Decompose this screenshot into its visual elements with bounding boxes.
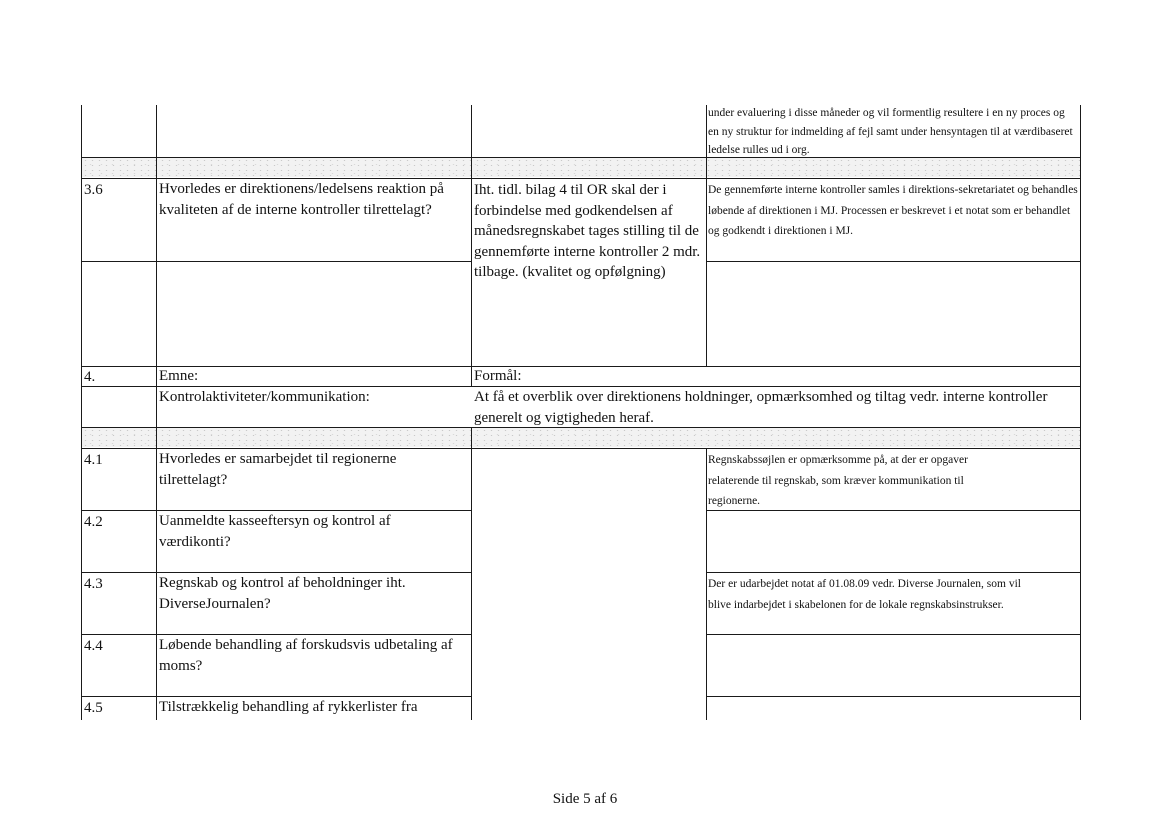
row-number: 4.2 [84,514,103,530]
row-number: 4.3 [84,576,103,592]
section-number: 4. [84,369,96,385]
row-divider [81,261,472,262]
note-text: Der er udarbejdet notat af 01.08.09 vedr. Diverse Journalen, som vil blive indarbejdet i skabelonen for de lokale regnskabsinstrukser. [708,578,1021,611]
emne-label: Emne: [159,368,199,384]
question-text: Regnskab og kontrol af beholdninger iht. DiverseJournalen? [159,575,406,612]
question-text: Uanmeldte kasseeftersyn og kontrol af værdikonti? [159,513,391,550]
shaded-separator-row [82,158,1080,177]
table-right-border [1080,105,1081,720]
question-text: Løbende behandling af forskudsvis udbetaling af moms? [159,637,453,674]
section-purpose: At få et overblik over direktionens holdninger, opmærksomhed og tiltag vedr. interne kontroller generelt og vigtigheden heraf. [474,389,1048,426]
row-divider [81,366,1081,367]
table-left-border [81,105,82,720]
row-number: 4.4 [84,638,103,654]
row-number: 4.5 [84,700,103,716]
continued-note: under evaluering i disse måneder og vil formentlig resultere i en ny proces og en ny struktur for indmelding af fejl samt under hensyntagen til at værdibaseret ledelse rulles ud i org. [708,107,1073,156]
row-divider [706,634,1081,635]
column-divider [156,105,157,720]
row-number: 4.1 [84,452,103,468]
note-text: De gennemførte interne kontroller samles i direktions-sekretariatet og behandles løbende af direktionen i MJ. Processen er beskrevet i et notat som er behandlet og godkendt i direktionen i MJ. [708,184,1078,237]
column-divider [471,427,472,720]
row-divider [706,696,1081,697]
page-number: Side 5 af 6 [552,791,618,807]
formaal-label: Formål: [474,368,522,384]
note-text: Regnskabssøjlen er opmærksomme på, at der er opgaver relaterende til regnskab, som kræver kommunikation til regionerne. [708,454,968,507]
column-divider [706,448,707,720]
reference-text: Iht. tidl. bilag 4 til OR skal der i forbindelse med godkendelsen af månedsregnskabet tages stilling til de gennemførte interne kontroller 2 mdr. tilbage. (kvalitet og opfølgning) [474,182,701,280]
column-divider [706,105,707,367]
question-text: Hvorledes er samarbejdet til regionerne tilrettelagt? [159,451,397,488]
question-text: Hvorledes er direktionens/ledelsens reaktion på kvaliteten af de interne kontroller tilrettelagt? [159,181,444,218]
row-divider [706,572,1081,573]
shaded-separator-row [82,428,1080,447]
column-divider [471,105,472,387]
section-topic: Kontrolaktiviteter/kommunikation: [159,389,370,405]
question-text: Tilstrækkelig behandling af rykkerlister fra [159,699,418,715]
row-number: 3.6 [84,182,103,198]
row-divider [706,261,1081,262]
